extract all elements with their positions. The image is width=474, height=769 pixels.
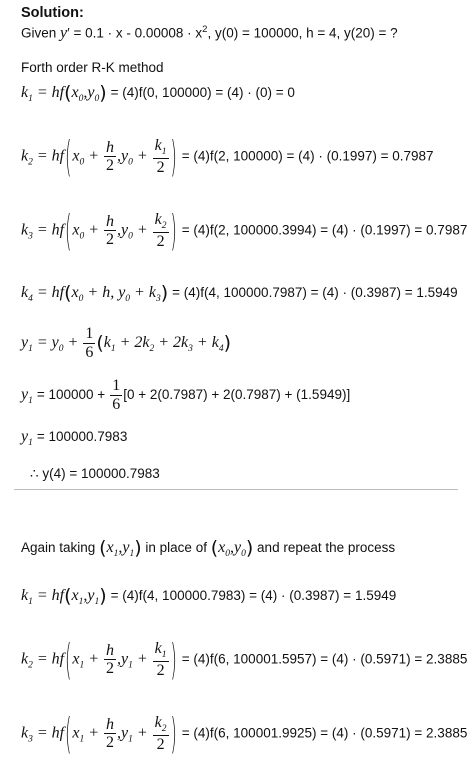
k1-second-result: = (4)f(4, 100000.7983) = (4) · (0.3987) = 1.5949: [110, 588, 397, 603]
y1-sub-rhs: [0 + 2(0.7987) + 2(0.7987) + (1.5949)]: [123, 386, 351, 402]
k3-equation: $k_3 = hf(x_0$ + $\frac{h}{2}$ $,y_0$ + $\frac{k_2}{2}$ ) = (4)f(2, 100000.3994) = (4) · (0.1997) = 0.7987: [21, 205, 468, 256]
given-conditions: , y(0) = 100000, h = 4, y(20) = ?: [207, 25, 398, 41]
again-text-3: and repeat the process: [257, 540, 396, 555]
again-text-1: Again taking: [21, 540, 96, 555]
k4-equation: $k_4 = hf(x_0 + h$, $y_0 + k_3) = (4)f(4$, 100000.7987) = (4) · (0.3987) = 1.5949: [21, 282, 458, 305]
section-divider: [14, 489, 458, 490]
k1-equation: $k_1 = hf(x_0,y_0) = (4)f(0$, 100000) = (4) · (0) = 0: [21, 82, 295, 105]
y1-value-text: = 100000.7983: [36, 429, 128, 444]
again-text-2: in place of: [145, 540, 207, 555]
k2-second-result: = (4)f(6, 100001.5957) = (4) · (0.5971) = 2.3885: [181, 651, 468, 667]
k3-second-result: = (4)f(6, 100001.9925) = (4) · (0.5971) = 2.3885: [181, 725, 468, 741]
y1-value: $y_1 = 100000.7983$: [21, 428, 128, 449]
given-equation: = 0.1 · x - 0.00008 · x: [73, 25, 203, 41]
solution-heading: Solution:: [21, 5, 84, 21]
y1-substitution: $y_1 = 100000$ + $\frac{1}{6}$ [0 + 2(0.7987) + 2(0.7987) + (1.5949)]: [21, 377, 351, 413]
k2-equation: $k_2 = hf(x_0$ + $\frac{h}{2}$ $,y_0$ + $\frac{k_1}{2}$ ) = (4)f(2, 100000) = (4) · (0.1997) = 0.7987: [21, 131, 434, 182]
k1-second-equation: $k_1 = hf(x_1,y_1) = (4)f(4$, 100000.7983) = (4) · (0.3987) = 1.5949: [21, 585, 397, 608]
given-prefix: Given: [21, 25, 57, 41]
k3-second-equation: $k_3 = hf(x_1$ + $\frac{h}{2}$ $,y_1$ + $\frac{k_2}{2}$ ) = (4)f(6, 100001.9925) = (4) · (0.5971) = 2.3885: [21, 708, 468, 759]
again-line: Again taking $(x_1,y_1)$ in place of $(x_0,y_0)$ and repeat the process: [21, 537, 396, 560]
conclusion: ∴ y(4) = 100000.7983: [30, 466, 160, 481]
y1-sub-lhs: = 100000 +: [36, 386, 106, 402]
method-title: Forth order R-K method: [21, 60, 164, 75]
k1-result: = (4)f(0, 100000) = (4) · (0) = 0: [110, 85, 295, 100]
k2-result: = (4)f(2, 100000) = (4) · (0.1997) = 0.7987: [181, 148, 434, 164]
y1-formula: $y_1 = y_0$ + $\frac{1}{6}$ $(k_1 + 2k_2 + 2k_3 + k_4)$: [21, 325, 231, 361]
given-line: Given $y' = 0.1 \cdot x - 0.00008 \cdot x^2$, y(0) = 100000, h = 4, y(20) = ?: [21, 24, 398, 42]
k2-second-equation: $k_2 = hf(x_1$ + $\frac{h}{2}$ $,y_1$ + $\frac{k_1}{2}$ ) = (4)f(6, 100001.5957) = (4) · (0.5971) = 2.3885: [21, 634, 468, 685]
k4-result: = (4)f(4, 100000.7987) = (4) · (0.3987) = 1.5949: [172, 285, 458, 300]
k3-result: = (4)f(2, 100000.3994) = (4) · (0.1997) = 0.7987: [181, 222, 468, 238]
